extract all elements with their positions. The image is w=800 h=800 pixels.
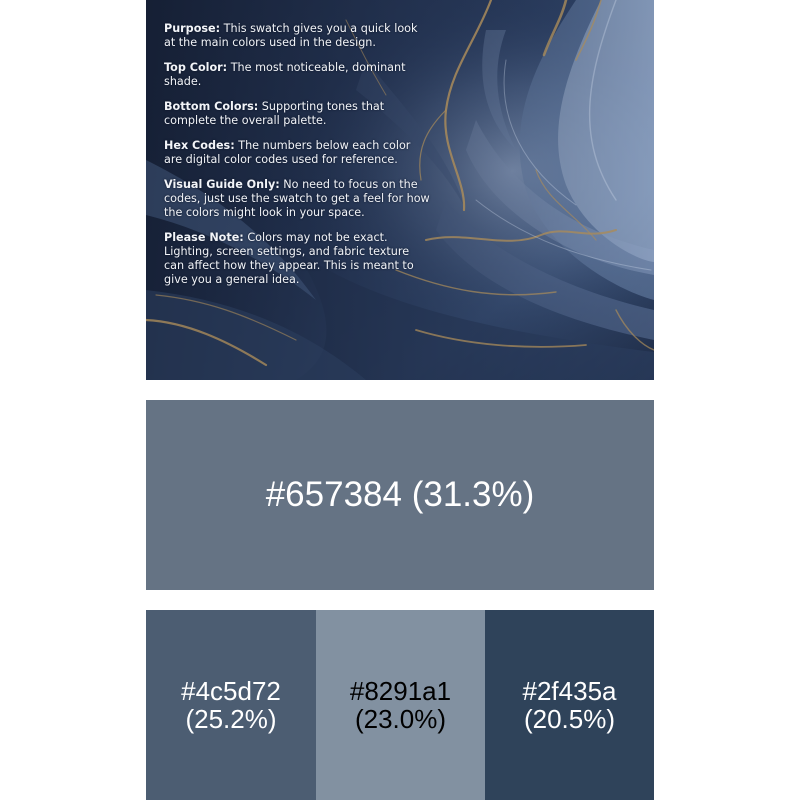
swatch-percentage: (23.0%) [354,704,447,734]
info-purpose [164,22,432,50]
marble-image [146,0,654,380]
info-heading: Please Note: [164,231,244,244]
info-text: The numbers below each color are digital color codes used for reference. [164,139,411,166]
info-bottom-colors [164,100,432,128]
info-heading: Hex Codes: [164,139,235,152]
bottom-color-swatch [485,610,654,800]
top-swatch-label: #657384 (31.3%) [265,475,535,514]
info-visual-guide [164,178,432,220]
info-text: Colors may not be exact. Lighting, screen settings, and fabric texture can affect how they appear. This is meant to give you a general idea. [164,231,414,286]
info-heading: Visual Guide Only: [164,178,280,191]
swatch-hex-code: #2f435a [522,676,617,706]
info-text: Supporting tones that complete the overall palette. [164,100,385,127]
info-top-color [164,61,432,89]
info-heading: Purpose: [164,22,221,35]
info-heading: Bottom Colors: [164,100,259,113]
swatch-text [350,677,451,733]
info-please-note [164,231,432,287]
swatch-text [523,677,617,733]
swatch-hex-code: #4c5d72 [181,676,281,706]
info-heading: Top Color: [164,61,228,74]
bottom-color-swatch [316,610,485,800]
swatch-percentage: (25.2%) [185,704,277,734]
info-text: The most noticeable, dominant shade. [164,61,406,88]
info-hex-codes [164,139,432,167]
swatch-hex-code: #8291a1 [349,676,452,706]
bottom-color-swatch [146,610,316,800]
swatch-percentage: (20.5%) [523,704,616,734]
top-color-swatch [146,400,654,590]
swatch-info-text [164,22,432,298]
info-text: No need to focus on the codes, just use the swatch to get a feel for how the colors might look in your space. [164,178,430,219]
info-text: This swatch gives you a quick look at the main colors used in the design. [164,22,418,49]
swatch-text [181,677,281,733]
